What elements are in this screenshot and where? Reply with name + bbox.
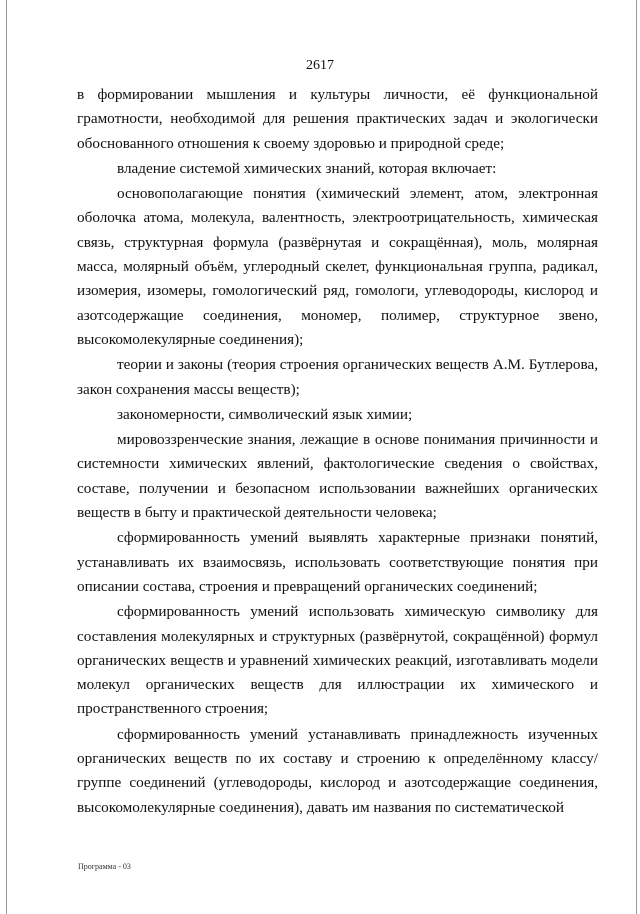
paragraph: в формировании мышления и культуры личности, её функциональной грамотности, необходимой для решения практических задач и экологически обоснованного отношения к своему здоровью и природной среде; xyxy=(77,86,598,152)
paragraph: сформированность умений устанавливать принадлежность изученных органических веществ по их составу и строению к определённому классу/группе соединений (углеводороды, кислород и азотсодержащие соединения, высокомолекулярные соединения), давать им названия по систематической xyxy=(77,725,598,816)
paragraph: закономерности, символический язык химии; xyxy=(117,405,413,423)
paragraph: владение системой химических знаний, которая включает: xyxy=(117,159,497,177)
paragraph: сформированность умений выявлять характерные признаки понятий, устанавливать их взаимосвязь, использовать соответствующие понятия при описании состава, строения и превращений органических соединений; xyxy=(77,529,598,595)
paragraph: основополагающие понятия (химический элемент, атом, электронная оболочка атома, молекула, валентность, электроотрицательность, химическая связь, структурная формула (развёрнутая и сокращённая), моль, молярная масса, молярный объём, углеродный скелет, функциональная группа, радикал, изомерия, изомеры, гомологический ряд, гомологи, углеводороды, кислород и азотсодержащие соединения, мономер, полимер, структурное звено, высокомолекулярные соединения); xyxy=(77,185,598,348)
page-edge-left xyxy=(6,0,7,914)
paragraph: теории и законы (теория строения органических веществ А.М. Бутлерова, закон сохранения массы веществ); xyxy=(77,356,598,398)
paragraph: сформированность умений использовать химическую символику для составления молекулярных и структурных (развёрнутой, сокращённой) формул органических веществ и уравнений химических реакций, изготавливать модели молекул органических веществ для иллюстрации их химического и пространственного строения; xyxy=(77,603,598,718)
page-edge-right xyxy=(636,0,637,914)
paragraph: мировоззренческие знания, лежащие в основе понимания причинности и системности химических явлений, фактологические сведения о свойствах, составе, получении и безопасном использовании важнейших органических веществ в быту и практической деятельности человека; xyxy=(77,431,598,522)
document-body xyxy=(77,83,598,820)
page-number: 2617 xyxy=(306,58,334,73)
footer-label: Программа - 03 xyxy=(78,862,131,871)
